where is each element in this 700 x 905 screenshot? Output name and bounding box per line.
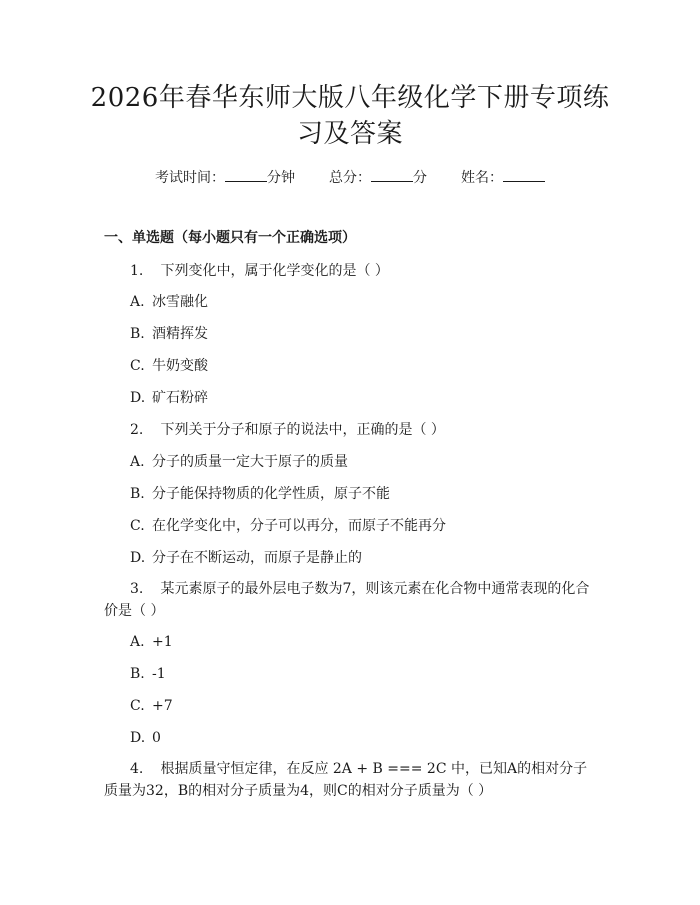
option-letter: A. xyxy=(130,294,145,310)
option-text: 分子在不断运动，而原子是静止的 xyxy=(152,550,362,566)
exam-info xyxy=(0,168,700,188)
option-letter: A. xyxy=(130,634,145,650)
question-number: 4. xyxy=(130,761,144,777)
option-text: 酒精挥发 xyxy=(152,326,208,342)
student-name-label: 姓名： xyxy=(461,170,503,186)
option-letter: B. xyxy=(130,486,145,502)
question-number: 3. xyxy=(130,581,144,597)
option-text: -1 xyxy=(152,666,166,682)
option-text: 冰雪融化 xyxy=(152,294,208,310)
option-text: +1 xyxy=(152,634,173,650)
option-text: 矿石粉碎 xyxy=(152,390,208,406)
question-text: 下列关于分子和原子的说法中，正确的是（ ） xyxy=(160,422,445,438)
student-name-blank[interactable] xyxy=(503,168,545,182)
total-score-blank[interactable] xyxy=(371,168,413,182)
option-letter: B. xyxy=(130,666,145,682)
option-letter: A. xyxy=(130,454,145,470)
question-2-option-c[interactable] xyxy=(130,516,446,536)
question-number: 1. xyxy=(130,263,144,279)
question-4 xyxy=(104,758,600,802)
question-1-option-a[interactable] xyxy=(130,292,208,312)
option-letter: D. xyxy=(130,390,146,406)
exam-time-unit: 分钟 xyxy=(267,170,295,186)
exam-time-label: 考试时间： xyxy=(155,170,225,186)
question-number: 2. xyxy=(130,422,144,438)
question-1 xyxy=(104,260,600,282)
question-3-option-d[interactable] xyxy=(130,728,161,748)
question-2-option-b[interactable] xyxy=(130,484,390,504)
option-letter: B. xyxy=(130,326,145,342)
question-3-option-c[interactable] xyxy=(130,696,173,716)
question-1-option-b[interactable] xyxy=(130,324,208,344)
option-text: 0 xyxy=(152,730,161,746)
option-letter: C. xyxy=(130,518,145,534)
option-text: 在化学变化中，分子可以再分，而原子不能再分 xyxy=(152,518,446,534)
question-1-option-d[interactable] xyxy=(130,388,208,408)
option-text: 分子能保持物质的化学性质，原子不能 xyxy=(152,486,390,502)
question-2-option-a[interactable] xyxy=(130,452,348,472)
option-letter: C. xyxy=(130,358,145,374)
document-title: 2026年春华东师大版八年级化学下册专项练习及答案 xyxy=(90,83,610,149)
question-2-option-d[interactable] xyxy=(130,548,362,568)
total-score-unit: 分 xyxy=(413,170,427,186)
section-title: 一、单选题（每小题只有一个正确选项） xyxy=(104,230,356,246)
option-letter: D. xyxy=(130,730,146,746)
option-text: 牛奶变酸 xyxy=(152,358,208,374)
question-text: 根据质量守恒定律，在反应 2A + B === 2C 中，已知A的相对分子质量为32，B的相对分子质量为4，则C的相对分子质量为（ ） xyxy=(104,761,588,799)
question-3-option-a[interactable] xyxy=(130,632,173,652)
question-text: 某元素原子的最外层电子数为7，则该元素在化合物中通常表现的化合价是（ ） xyxy=(104,581,590,619)
exam-time-blank[interactable] xyxy=(225,168,267,182)
question-1-option-c[interactable] xyxy=(130,356,208,376)
option-letter: C. xyxy=(130,698,145,714)
option-letter: D. xyxy=(130,550,146,566)
option-text: +7 xyxy=(152,698,173,714)
question-2 xyxy=(104,419,600,441)
question-3 xyxy=(104,578,600,622)
option-text: 分子的质量一定大于原子的质量 xyxy=(152,454,348,470)
total-score-label: 总分： xyxy=(329,170,371,186)
question-3-option-b[interactable] xyxy=(130,664,166,684)
question-text: 下列变化中，属于化学变化的是（ ） xyxy=(160,263,389,279)
